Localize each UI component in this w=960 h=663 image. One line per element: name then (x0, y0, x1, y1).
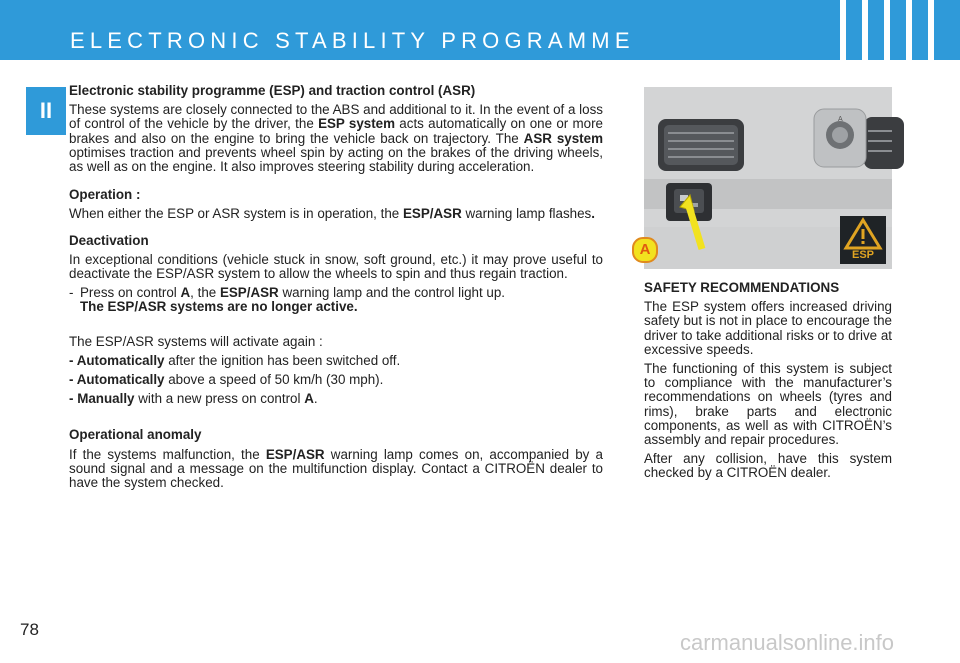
anomaly-paragraph: If the systems malfunction, the ESP/ASR warning lamp comes on, accompanied by a sound signal and a message on the multifunction display. Contact a CITROËN dealer to have the system checked. (69, 446, 603, 491)
main-column (69, 84, 603, 490)
air-vent-right (864, 117, 904, 169)
header-stripe (928, 0, 934, 60)
watermark: carmanualsonline.info (680, 630, 895, 655)
safety-paragraph: The ESP system offers increased driving safety but is not in place to encourage the driver to take additional risks or to drive at excessive speeds. (644, 299, 892, 357)
page-number: 78 (20, 620, 39, 639)
dash-button-label: A (838, 116, 843, 123)
operation-paragraph: When either the ESP or ASR system is in operation, the ESP/ASR warning lamp flashes. (69, 206, 595, 222)
deactivation-paragraph: In exceptional conditions (vehicle stuck in snow, soft ground, etc.) it may prove useful to deactivate the ESP/ASR system to allow the wheels to spin and thus regain traction. (69, 251, 603, 282)
safety-paragraph: After any collision, have this system checked by a CITROËN dealer. (644, 451, 892, 481)
air-vent-left (658, 119, 744, 171)
page-title: ELECTRONIC STABILITY PROGRAMME (70, 28, 635, 53)
deactivation-heading: Deactivation (69, 232, 149, 248)
list-item: - Automatically above a speed of 50 km/h (30 mph). (69, 372, 384, 388)
safety-heading: SAFETY RECOMMENDATIONS (644, 280, 840, 295)
reactivate-intro: The ESP/ASR systems will activate again : (69, 333, 323, 349)
intro-paragraph: These systems are closely connected to the ABS and additional to it. In the event of a loss of control of the vehicle by the driver, the ESP system acts automatically on one or more brakes and also on the engine to bring the vehicle back on trajectory. The ASR system optimises traction and prevents wheel spin by acting on the brakes of the driving wheels, as well as on the engine. It also improves steering stability during acceleration. (69, 102, 603, 175)
safety-paragraph: The functioning of this system is subject to compliance with the manufacturer’s recommendations on wheels (tyres and rims), brake parts and electronic components, as well as with CITROËN’s assembly and repair procedures. (644, 361, 892, 448)
header-stripe (884, 0, 890, 60)
list-item: - Automatically after the ignition has been switched off. (69, 352, 401, 368)
page-header (0, 0, 960, 60)
section-heading: Electronic stability programme (ESP) and traction control (ASR) (69, 83, 476, 98)
chapter-tab[interactable]: II (26, 87, 66, 135)
list-item: - Manually with a new press on control A. (69, 391, 318, 407)
header-stripe (906, 0, 912, 60)
header-stripe (840, 0, 846, 60)
anomaly-heading: Operational anomaly (69, 427, 202, 443)
pointer-arrow-icon (676, 195, 716, 253)
operation-heading: Operation : (69, 187, 141, 203)
esp-label: ESP (851, 249, 874, 261)
callout-a: A (632, 237, 658, 263)
dashboard-photo (639, 87, 892, 269)
header-stripe (862, 0, 868, 60)
esp-warning-lamp (840, 216, 886, 264)
header-stripes (840, 0, 950, 60)
safety-column (644, 281, 892, 481)
deactivation-step: - Press on control A, the ESP/ASR warning lamp and the control light up. The ESP/ASR systems are no longer active. (69, 285, 506, 315)
